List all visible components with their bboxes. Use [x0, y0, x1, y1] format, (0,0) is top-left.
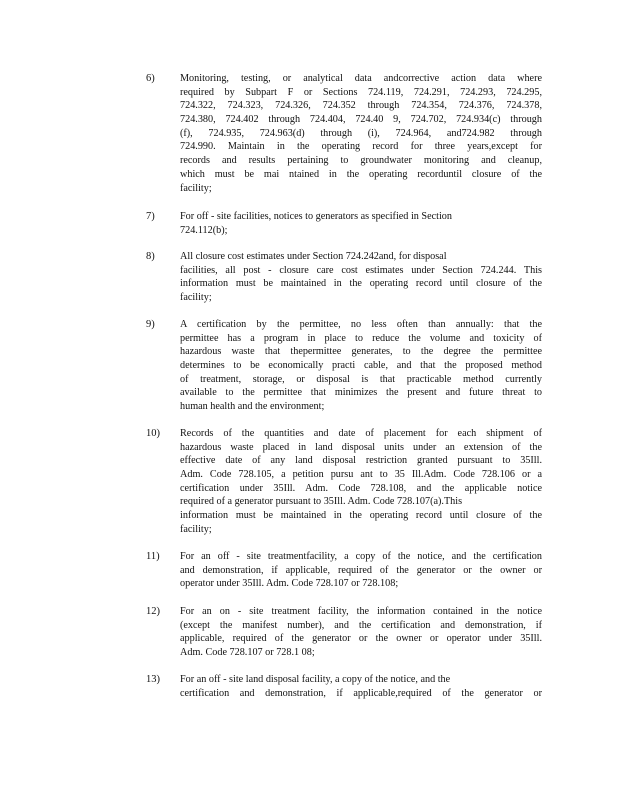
item-number: 13)	[146, 674, 160, 685]
text-line: For an off - site land disposal facility, a copy of the notice, and the	[180, 674, 451, 685]
item-number: 7)	[146, 211, 155, 222]
text-line: For an on - site treatment facility, the information contained in the notice	[180, 606, 542, 617]
text-line: certification under 35Ill. Adm. Code 728.108, and the applicable notice	[180, 482, 542, 494]
text-line: records and results pertaining to groundwater monitoring and cleanup,	[180, 155, 542, 167]
text-line: Records of the quantities and date of placement for each shipment of	[180, 428, 542, 439]
text-line: applicable, required of the generator or the owner or operator under 35Ill.	[180, 633, 542, 645]
text-line: facility;	[180, 292, 212, 304]
text-line: hazardous waste placed in land disposal units under an extension of the	[180, 441, 542, 453]
item-number: 8)	[146, 251, 155, 262]
item-text	[180, 605, 542, 660]
item-text	[180, 250, 542, 305]
text-line: certification and demonstration, if applicable,required of the generator or	[180, 687, 542, 699]
item-text	[180, 318, 542, 414]
text-line: information must be maintained in the operating record until closure of the	[180, 510, 542, 522]
text-line: which must be mai ntained in the operating recorduntil closure of the	[180, 168, 542, 180]
item-text	[180, 210, 542, 237]
text-line: facility;	[180, 523, 212, 535]
text-line: human health and the environment;	[180, 401, 325, 413]
text-line: information must be maintained in the operating record until closure of the	[180, 278, 542, 290]
text-line: A certification by the permittee, no less often than annually: that the	[180, 319, 542, 330]
text-line: 724.322, 724.323, 724.326, 724.352 through 724.354, 724.376, 724.378,	[180, 100, 542, 112]
text-line: 724.112(b);	[180, 224, 228, 236]
item-text	[180, 673, 542, 700]
item-text	[180, 72, 542, 195]
text-line: For off - site facilities, notices to generators as specified in Section	[180, 211, 452, 222]
text-line: For an off - site treatmentfacility, a copy of the notice, and the certification	[180, 551, 542, 562]
text-line: (f), 724.935, 724.963(d) through (i), 724.964, and724.982 through	[180, 127, 542, 139]
text-line: of treatment, storage, or disposal is that practicable method currently	[180, 373, 542, 385]
text-line: facility;	[180, 182, 212, 194]
text-line: Monitoring, testing, or analytical data andcorrective action data where	[180, 73, 542, 84]
item-text	[180, 427, 542, 537]
item-number: 12)	[146, 606, 160, 617]
text-line: facilities, all post - closure care cost estimates under Section 724.244. This	[180, 264, 542, 276]
text-line: (except the manifest number), and the certification and demonstration, if	[180, 619, 542, 631]
text-line: and demonstration, if applicable, required of the generator or the owner or	[180, 564, 542, 576]
text-line: permittee has a program in place to reduce the volume and toxicity of	[180, 332, 542, 344]
text-line: determines to be economically practi cable, and that the proposed method	[180, 360, 542, 372]
item-number: 9)	[146, 319, 155, 330]
item-text	[180, 550, 542, 591]
text-line: Adm. Code 728.107 or 728.1 08;	[180, 647, 315, 659]
text-line: operator under 35Ill. Adm. Code 728.107 or 728.108;	[180, 578, 399, 590]
text-line: available to the permittee that minimizes the present and future threat to	[180, 387, 542, 399]
item-number: 11)	[146, 551, 160, 562]
text-line: hazardous waste that thepermittee generates, to the degree the permittee	[180, 346, 542, 358]
item-number: 10)	[146, 428, 160, 439]
text-line: required by Subpart F or Sections 724.119, 724.291, 724.293, 724.295,	[180, 86, 542, 98]
item-number: 6)	[146, 73, 155, 84]
text-line: 724.380, 724.402 through 724.404, 724.40 9, 724.702, 724.934(c) through	[180, 114, 542, 126]
text-line: required of a generator pursuant to 35Ill. Adm. Code 728.107(a).This	[180, 496, 463, 508]
text-line: Adm. Code 728.105, a petition pursu ant to 35 Ill.Adm. Code 728.106 or a	[180, 469, 542, 481]
text-line: All closure cost estimates under Section 724.242and, for disposal	[180, 251, 447, 262]
text-line: 724.990. Maintain in the operating record for three years,except for	[180, 141, 542, 153]
text-line: effective date of any land disposal restriction granted pursuant to 35Ill.	[180, 455, 542, 467]
